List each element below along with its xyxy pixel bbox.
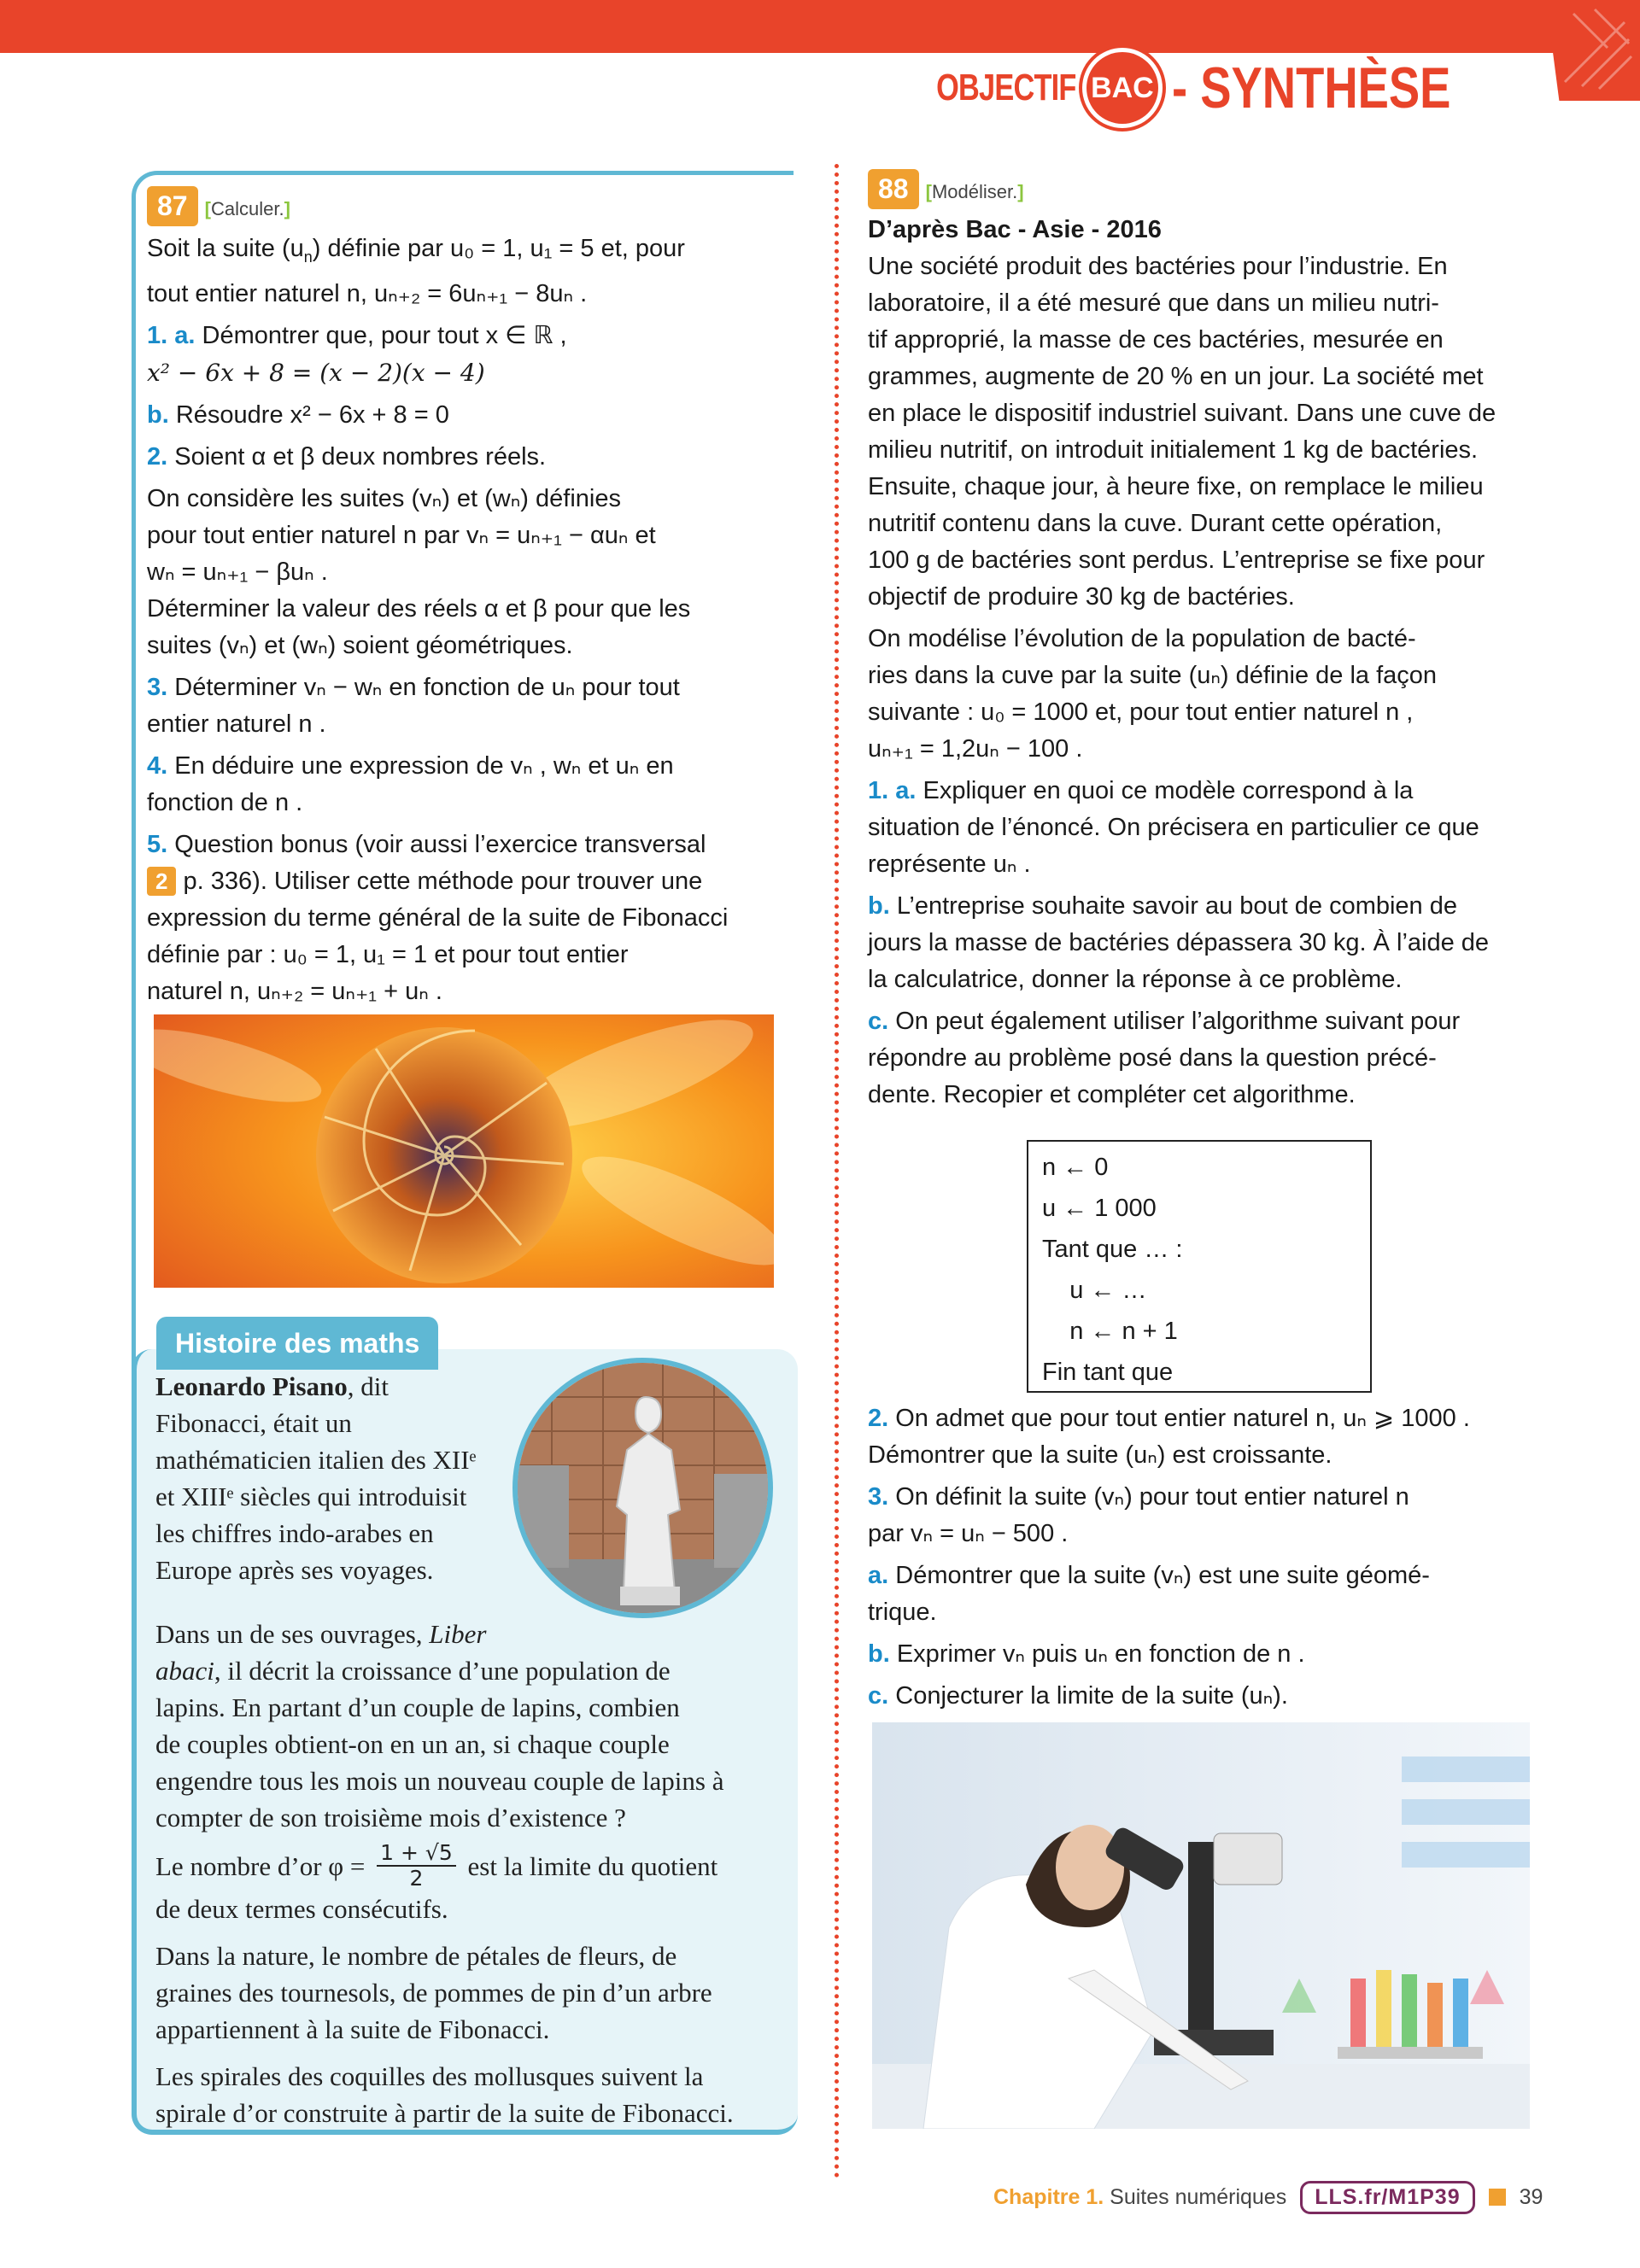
question-text: pour tout entier naturel n par vₙ = uₙ₊₁ − αuₙ et [147,521,656,549]
question-number: 2. [147,442,168,471]
question-text: Démontrer que la suite (vₙ) est une suite géomé- [895,1562,1430,1589]
question-text: On considère les suites (vₙ) et (wₙ) définies [147,484,621,512]
heading-synthese: - SYNTHÈSE [1171,56,1451,120]
top-banner [0,0,1640,53]
q1a [868,773,1543,883]
statement-line: uₙ₊₁ = 1,2uₙ − 100 . [868,735,1083,763]
footer-chapter: Chapitre 1. Suites numériques [993,2184,1287,2209]
histoire-text: est la limite du quotient [460,1850,718,1881]
q3c [868,1678,1543,1715]
algo-line: Tant que … : [1042,1236,1183,1263]
section-heading [897,50,1520,126]
statement-line: Expliquer en quoi ce modèle correspond à la [922,777,1414,804]
histoire-text: Dans un de ses ouvrages, [155,1619,430,1649]
question-number: a. [868,1562,889,1589]
algo-line: n ← 0 [1042,1154,1109,1181]
q3a [868,1558,1543,1631]
exercise-88 [868,169,1543,1114]
question-text: Conjecturer la limite de la suite (uₙ). [895,1682,1288,1710]
question-text: Question bonus (voir aussi l’exercice transversal [174,830,706,858]
skill-tag: [Modéliser.] [925,181,1024,202]
statement-line: objectif de produire 30 kg de bactéries. [868,583,1295,611]
histoire-intro [155,1368,514,1588]
ex87-intro-line2: tout entier naturel n, uₙ₊₂ = 6uₙ₊₁ − 8uₙ . [147,279,588,307]
histoire-text: Les spirales des coquilles des mollusques suivent la [155,2061,704,2091]
ex88-model [868,621,1543,768]
algo-line: n ← n + 1 [1042,1318,1178,1345]
question-text: Exprimer vₙ puis uₙ en fonction de n . [896,1640,1305,1668]
question-text: trique. [868,1599,937,1626]
question-number: 5. [147,830,168,858]
ex87-intro: Soit la suite (u [147,235,304,262]
statement-line: tif approprié, la masse de ces bactéries, mesurée en [868,326,1444,354]
statement-line: On modélise l’évolution de la population de bacté- [868,625,1416,652]
ex87-intro-sub: n [303,248,313,266]
corner-pattern-icon [1556,5,1633,91]
question-number: b. [868,1640,890,1668]
question-text: Résoudre x² − 6x + 8 = 0 [175,400,449,429]
page-footer [993,2177,1543,2217]
exercise-source: D’après Bac - Asie - 2016 [868,216,1162,243]
statement-line: 100 g de bactéries sont perdus. L’entreprise se fixe pour [868,547,1485,574]
q2 [868,1400,1543,1474]
histoire-tab: Histoire des maths [156,1317,438,1370]
question-text: fonction de n . [147,788,303,816]
algo-line: u ← … [1042,1277,1147,1304]
histoire-text: Le nombre d’or φ = [155,1850,372,1881]
histoire-text: de deux termes consécutifs. [155,1894,448,1924]
statement-line: nutritif contenu dans la cuve. Durant cette opération, [868,510,1443,537]
histoire-text: Europe après ses voyages. [155,1555,434,1585]
ex87-intro-cont: ) définie par u₀ = 1, u₁ = 5 et, pour [312,235,685,262]
fraction-numerator: 1 + √5 [377,1841,456,1867]
exercise-87 [147,186,779,1010]
statement-line: la calculatrice, donner la réponse à ce problème. [868,966,1403,993]
statement-line: Ensuite, chaque jour, à heure fixe, on remplace le milieu [868,473,1484,500]
question-number: 1. a. [147,321,196,349]
question-text: suites (vₙ) et (wₙ) soient géométriques. [147,631,573,659]
histoire-text: appartiennent à la suite de Fibonacci. [155,2014,550,2044]
statement-line: représente uₙ . [868,850,1031,878]
question-number: b. [868,892,890,920]
histoire-text: compter de son troisième mois d’existence ? [155,1803,626,1833]
question-text: Démontrer que la suite (uₙ) est croissante. [868,1441,1332,1469]
statement-line: laboratoire, il a été mesuré que dans un milieu nutri- [868,289,1439,317]
question-text: entier naturel n . [147,710,326,738]
histoire-text: Dans la nature, le nombre de pétales de fleurs, de [155,1941,677,1971]
histoire-text: graines des tournesols, de pommes de pin d’un arbre [155,1978,712,2008]
fraction-denominator: 2 [409,1866,424,1891]
histoire-text: et XIIIᵉ siècles qui introduisit [155,1482,467,1511]
question-number: c. [868,1682,889,1710]
statement-line: ries dans la cuve par la suite (uₙ) définie de la façon [868,662,1438,689]
question-number: b. [147,400,169,429]
question-number: 1. a. [868,777,917,804]
question-text: Déterminer vₙ − wₙ en fonction de uₙ pour tout [174,673,680,701]
statement-line: jours la masse de bactéries dépassera 30 kg. À l’aide de [868,929,1490,956]
statement-line: grammes, augmente de 20 % en un jour. La société met [868,363,1484,390]
q3b [868,1636,1543,1673]
q1c [868,1003,1543,1114]
person-name: Leonardo Pisano [155,1371,348,1401]
exercise-88-part2 [868,1400,1543,1715]
laboratory-photo [872,1722,1530,2129]
question-text: On admet que pour tout entier naturel n, uₙ ⩾ 1000 . [895,1405,1470,1432]
ex88-statement [868,248,1543,616]
equation: x² − 6x + 8 = (x − 2)(x − 4) [147,358,485,387]
statement-line: Une société produit des bactéries pour l’industrie. En [868,253,1448,280]
histoire-text: spirale d’or construite à partir de la suite de Fibonacci. [155,2098,734,2128]
histoire-text: , il décrit la croissance d’une population de [214,1656,671,1686]
lls-link[interactable]: LLS.fr/M1P39 [1300,2181,1474,2214]
histoire-text: de couples obtient-on en un an, si chaque couple [155,1729,670,1759]
exercise-ref-link[interactable]: 2 [147,867,176,896]
histoire-text: engendre tous les mois un nouveau couple de lapins à [155,1766,724,1796]
nautilus-shell-image [154,1014,774,1288]
histoire-text: Fibonacci, était un [155,1408,352,1438]
question-text: par vₙ = uₙ − 500 . [868,1520,1069,1547]
question-text: naturel n, uₙ₊₂ = uₙ₊₁ + uₙ . [147,977,442,1005]
statement-line: milieu nutritif, on introduit initialement 1 kg de bactéries. [868,436,1479,464]
histoire-text: mathématicien italien des XIIᵉ [155,1445,477,1475]
question-text: wₙ = uₙ₊₁ − βuₙ . [147,558,328,586]
fibonacci-statue-image [512,1358,773,1618]
statement-line: L’entreprise souhaite savoir au bout de combien de [896,892,1457,920]
column-divider [835,164,839,2179]
book-title: abaci [155,1656,214,1686]
question-text: expression du terme général de la suite de Fibonacci [147,903,729,932]
corner-decoration [1546,0,1640,101]
question-text: En déduire une expression de vₙ , wₙ et uₙ en [174,751,674,780]
question-text: p. 336). Utiliser cette méthode pour trouver une [183,867,703,895]
skill-tag: [Calculer.] [204,198,290,219]
bac-badge: BAC [1086,52,1158,124]
q1b [868,888,1543,998]
heading-objectif: OBJECTIF [936,67,1076,108]
question-number: 3. [868,1483,889,1511]
question-text: Soient α et β deux nombres réels. [174,442,547,471]
question-text: Déterminer la valeur des réels α et β pour que les [147,594,691,623]
book-title: Liber [429,1619,487,1649]
question-number: c. [868,1008,889,1035]
statement-line: suivante : u₀ = 1000 et, pour tout entier naturel n , [868,699,1414,726]
statement-line: On peut également utiliser l’algorithme suivant pour [895,1008,1461,1035]
golden-ratio-fraction [377,1841,456,1891]
statement-line: dente. Recopier et compléter cet algorithme. [868,1081,1356,1108]
algo-line: u ← 1 000 [1042,1195,1157,1222]
statement-line: répondre au problème posé dans la question précé- [868,1044,1437,1072]
question-text: définie par : u₀ = 1, u₁ = 1 et pour tout entier [147,940,629,968]
statement-line: en place le dispositif industriel suivant. Dans une cuve de [868,400,1496,427]
exercise-number: 87 [147,186,198,226]
footer-square-icon [1489,2189,1506,2206]
question-number: 2. [868,1405,889,1432]
page-number: 39 [1519,2184,1543,2209]
statement-line: situation de l’énoncé. On précisera en particulier ce que [868,814,1479,841]
algo-line: Fin tant que [1042,1359,1174,1386]
question-number: 4. [147,751,168,780]
histoire-text: les chiffres indo-arabes en [155,1518,434,1548]
histoire-body [155,1616,788,2131]
histoire-text: lapins. En partant d’un couple de lapins, combien [155,1692,680,1722]
question-number: 3. [147,673,168,701]
q3 [868,1479,1543,1552]
question-text: Démontrer que, pour tout x ∈ ℝ , [202,321,567,349]
exercise-number: 88 [868,169,919,209]
algorithm-box [1027,1140,1372,1393]
question-text: On définit la suite (vₙ) pour tout entier naturel n [895,1483,1409,1511]
histoire-text: , dit [347,1371,390,1401]
